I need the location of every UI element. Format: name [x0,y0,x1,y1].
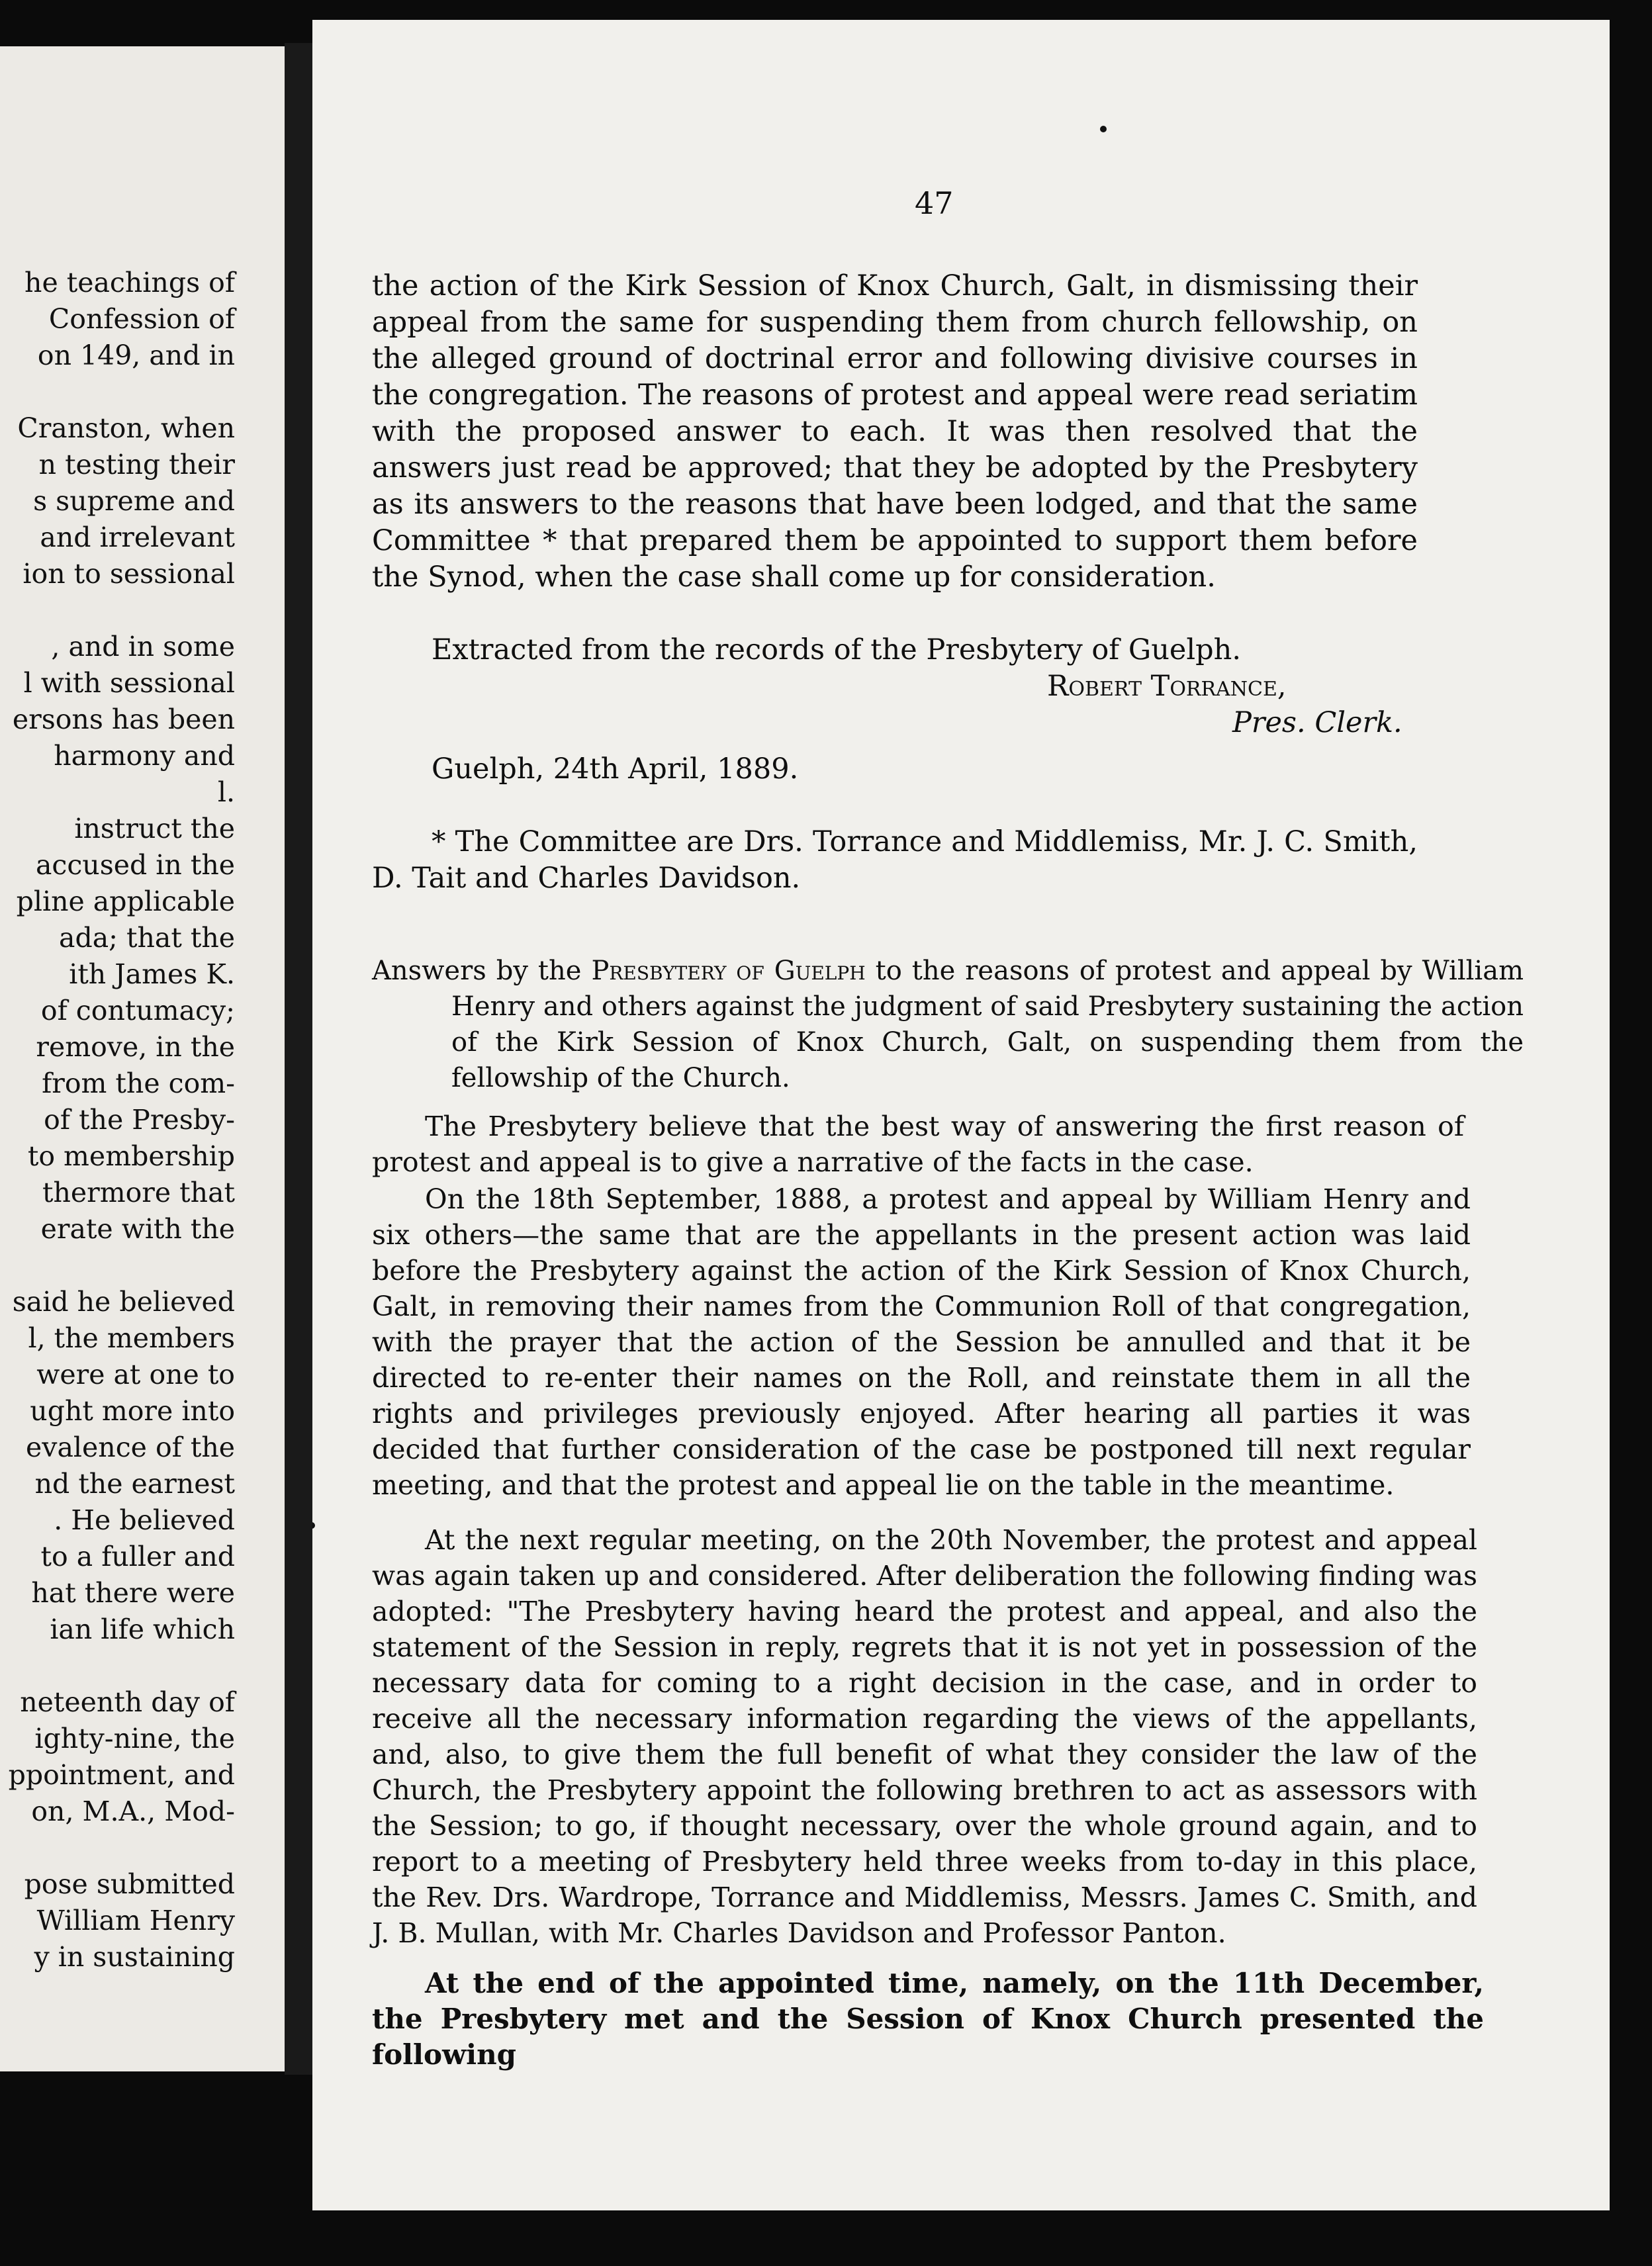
facing-page-line: accused in the [35,849,235,881]
facing-page-line: n testing their [38,449,235,480]
facing-page-line: on, M.A., Mod- [31,1795,235,1827]
facing-page-line: ught more into [30,1395,235,1427]
facing-page-line: hat there were [31,1577,235,1609]
facing-page-line: were at one to [36,1359,235,1390]
facing-page-fragment [0,46,311,2071]
facing-page-line: erate with the [40,1213,235,1245]
paragraph-18th-september: On the 18th September, 1888, a protest and appeal by William Henry and six others—the same that are the appellants in the present action was laid before the Presbytery against the action of the Kirk Session of Knox Church, Galt, in removing their names from the Communion Roll of that congregation, with the prayer that the action of the Session be annulled and that it be directed to re-enter their names on the Roll, and reinstate them in all the rights and privileges previously enjoyed. After hearing all parties it was decided that further consideration of the case be postponed till next regular meeting, and that the protest and appeal lie on the table in the meantime. [372,1183,1471,1501]
facing-page-line: ersons has been [12,703,235,735]
date-line: Guelph, 24th April, 1889. [432,752,799,786]
facing-page-line: he teachings of [24,267,235,298]
paragraph-11th-december: At the end of the appointed time, namely, on the 11th December, the Presbytery met and the Session of Knox Church presented the following [372,1967,1484,2071]
facing-page-line: ian life which [50,1613,235,1645]
facing-page-line: thermore that [42,1177,235,1208]
book-page [312,20,1610,2210]
ink-speck [1100,126,1107,132]
answers-heading [372,953,1524,1096]
answers-heading-rest: to the reasons of protest and appeal by William Henry and others against the judgment of said Presbytery sustaining the action of the Kirk Session of Knox Church, Galt, on suspending them from the fellowship of the Church. [451,956,1524,1093]
facing-page-line: pose submitted [24,1868,235,1900]
paragraph-20th-november: At the next regular meeting, on the 20th November, the protest and appeal was again taken up and considered. After deliberation the following finding was adopted: "The Presbytery having heard the protest and appeal, and also the statement of the Session in reply, regrets that it is not yet in possession of the necessary data for coming to a right decision in the case, and in order to receive all the necessary information regarding the views of the appellants, and, also, to give them the full benefit of what they consider the law of the Church, the Presbytery appoint the following brethren to act as assessors with the Session; to go, if thought necessary, over the whole ground again, and to report to a meeting of Presbytery held three weeks from to-day in this place, the Rev. Drs. Wardrope, Torrance and Middlemiss, Messrs. James C. Smith, and J. B. Mullan, with Mr. Charles Davidson and Professor Panton. [372,1524,1477,1949]
facing-page-line: , and in some [51,631,235,662]
facing-page-line: l with sessional [23,667,235,699]
paragraph-continuation: the action of the Kirk Session of Knox Church, Galt, in dismissing their appeal from the same for suspending them from church fellowship, on the alleged ground of doctrinal error and following divisive courses in the congregation. The reasons of protest and appeal were read seriatim with the proposed answer to each. It was then resolved that the answers just read be approved; that they be adopted by the Presbytery as its answers to the reasons that have been lodged, and that the same Committee * that prepared them be appointed to support them before the Synod, when the case shall come up for consideration. [372,269,1418,594]
facing-page-line: ada; that the [59,922,235,954]
facing-page-line: ith James K. [69,958,235,990]
facing-page-line: pline applicable [16,885,235,917]
facing-page-line: neteenth day of [20,1686,235,1718]
signature-title: Pres. Clerk. [1232,706,1402,739]
facing-page-line: from the com- [42,1067,235,1099]
page-number: 47 [915,185,954,221]
facing-page-line: harmony and [54,740,235,772]
facing-page-line: y in sustaining [34,1941,235,1973]
facing-page-line: to membership [27,1140,235,1172]
facing-page-line: remove, in the [36,1031,235,1063]
facing-page-line: instruct the [74,813,235,844]
facing-page-line: on 149, and in [37,340,235,371]
facing-page-line: and irrelevant [40,521,235,553]
facing-page-line: ppointment, and [8,1759,235,1791]
facing-page-line: of contumacy; [40,995,235,1026]
facing-page-line: nd the earnest [34,1468,235,1500]
facing-page-line: l, the members [28,1322,235,1354]
facing-page-line: Confession of [48,303,235,335]
facing-page-line: Cranston, when [17,412,235,444]
facing-page-line: ion to sessional [23,558,235,590]
facing-page-line: to a fuller and [40,1541,235,1572]
footnote: * The Committee are Drs. Torrance and Middlemiss, Mr. J. C. Smith, D. Tait and Charles Davidson. [372,825,1418,895]
book-gutter [285,43,312,2075]
facing-page-line: evalence of the [26,1431,235,1463]
facing-page-line: William Henry [36,1905,235,1936]
ink-speck [312,1522,315,1529]
answers-heading-body: Presbytery of Guelph [591,956,866,986]
facing-page-line: ighty-nine, the [34,1723,235,1754]
facing-page-line: l. [217,776,235,808]
paragraph-first-reason: The Presbytery believe that the best way of answering the first reason of protest and appeal is to give a narrative of the facts in the case. [372,1110,1464,1178]
answers-heading-lead: Answers by the [372,956,582,986]
facing-page-line: of the Presby- [44,1104,235,1136]
facing-page-line: s supreme and [33,485,235,517]
signature-name: Robert Torrance, [1047,670,1287,703]
facing-page-line: . He believed [54,1504,235,1536]
extract-line: Extracted from the records of the Presbytery of Guelph. [432,633,1242,666]
facing-page-line: said he believed [12,1286,235,1318]
